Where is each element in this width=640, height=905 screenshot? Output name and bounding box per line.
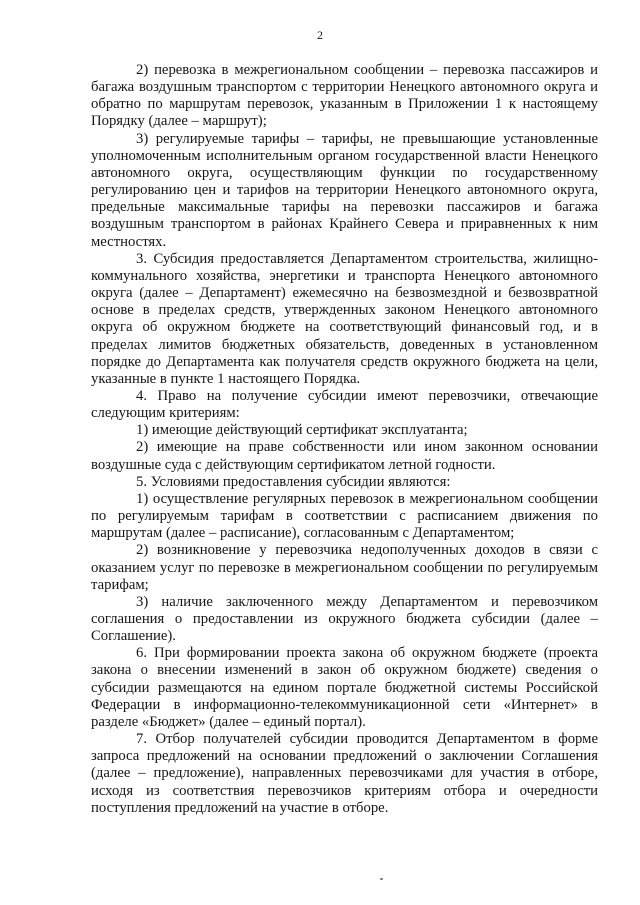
paragraph-criterion-2-aircraft: 2) имеющие на праве собственности или ином законном основании воздушные суда с действующим сертификатом летной годности. bbox=[91, 439, 598, 473]
page-number: 2 bbox=[317, 28, 323, 42]
document-body bbox=[91, 62, 598, 817]
paragraph-clause-4-eligibility: 4. Право на получение субсидии имеют перевозчики, отвечающие следующим критериям: bbox=[91, 387, 598, 422]
scan-speck bbox=[380, 878, 383, 880]
paragraph-clause-5-conditions: 5. Условиями предоставления субсидии являются: bbox=[136, 473, 451, 490]
paragraph-clause-3-subsidy-provision: 3. Субсидия предоставляется Департаментом строительства, жилищно-коммунального хозяйства, энергетики и транспорта Ненецкого автономного округа (далее – Департамент) ежемесячно на безвозмездной и безвозвратной основе в пределах средств, утвержденных законом Ненецкого автономного округа об окружном бюджете на соответствующий финансовый год, и в пределах лимитов бюджетных обязательств, доведенных в установленном порядке до Департамента как получателя средств окружного бюджета на цели, указанные в пункте 1 настоящего Порядка. bbox=[91, 250, 598, 387]
paragraph-condition-1-regular-flights: 1) осуществление регулярных перевозок в межрегиональном сообщении по регулируемым тарифам в соответствии с расписанием движения по маршрутам (далее – расписание), согласованным с Департаментом; bbox=[91, 490, 598, 542]
paragraph-condition-2-lost-revenue: 2) возникновение у перевозчика недополученных доходов в связи с оказанием услуг по перевозке в межрегиональном сообщении по регулируемым тарифам; bbox=[91, 542, 598, 593]
paragraph-subpoint-3-regulated-tariffs: 3) регулируемые тарифы – тарифы, не превышающие установленные уполномоченным исполнительным органом государственной власти Ненецкого автономного округа, осуществляющим функции по государственному регулированию цен и тарифов на территории Ненецкого автономного округа, предельные максимальные тарифы на перевозки пассажиров и багажа воздушным транспортом в районах Крайнего Севера и приравненных к ним местностях. bbox=[91, 130, 598, 250]
paragraph-condition-3-agreement: 3) наличие заключенного между Департаментом и перевозчиком соглашения о предоставлении из окружного бюджета субсидии (далее – Соглашение). bbox=[91, 593, 598, 645]
paragraph-clause-6-budget-portal: 6. При формировании проекта закона об окружном бюджете (проекта закона о внесении изменений в закон об окружном бюджете) сведения о субсидии размещаются на едином портале бюджетной системы Российской Федерации в информационно-телекоммуникационной сети «Интернет» в разделе «Бюджет» (далее – единый портал). bbox=[91, 645, 598, 730]
paragraph-criterion-1-operator-certificate: 1) имеющие действующий сертификат эксплуатанта; bbox=[136, 422, 468, 439]
paragraph-clause-7-selection: 7. Отбор получателей субсидии проводится Департаментом в форме запроса предложений на основании предложений о заключении Соглашения (далее – предложение), направленных перевозчиками для участия в отборе, исходя из соответствия перевозчиков критериям отбора и очередности поступления предложений на участие в отборе. bbox=[91, 731, 598, 816]
paragraph-subpoint-2-interregional-transport: 2) перевозка в межрегиональном сообщении – перевозка пассажиров и багажа воздушным транспортом с территории Ненецкого автономного округа и обратно по маршрутам перевозок, указанным в Приложении 1 к настоящему Порядку (далее – маршрут); bbox=[91, 62, 598, 130]
